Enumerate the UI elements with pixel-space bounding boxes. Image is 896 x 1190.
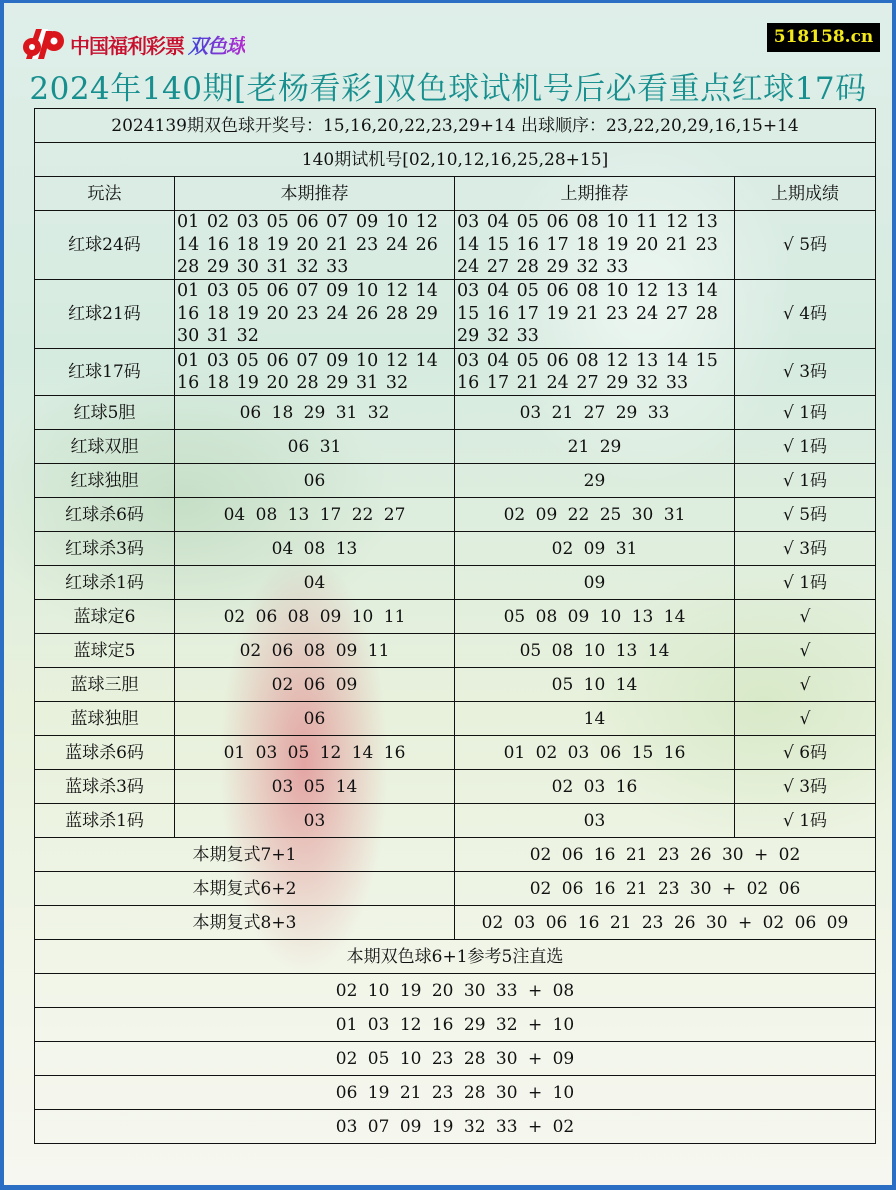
previous-numbers: 02 03 16 [455, 770, 735, 804]
col-header-previous: 上期推荐 [455, 177, 735, 211]
previous-result: √ 3码 [735, 532, 876, 566]
pick-row [35, 1110, 876, 1144]
draw-result-row [35, 109, 876, 143]
table-row [35, 804, 876, 838]
table-row [35, 566, 876, 600]
col-header-play: 玩法 [35, 177, 175, 211]
current-numbers: 02 06 08 09 10 11 [175, 600, 455, 634]
current-numbers: 04 08 13 [175, 532, 455, 566]
site-badge[interactable]: 518158.cn [767, 23, 880, 52]
previous-numbers: 02 09 31 [455, 532, 735, 566]
page-title: 2024年140期[老杨看彩]双色球试机号后必看重点红球17码 [29, 71, 867, 107]
previous-result: √ 5码 [735, 498, 876, 532]
lottery-logo [22, 27, 245, 61]
current-numbers: 04 08 13 17 22 27 [175, 498, 455, 532]
header-row [35, 177, 876, 211]
previous-result: √ 1码 [735, 464, 876, 498]
previous-numbers: 09 [455, 566, 735, 600]
table-row [35, 396, 876, 430]
previous-result: √ 5码 [735, 211, 876, 280]
current-numbers: 01 03 05 06 07 09 10 12 14 16 18 19 20 23 24 26 28 29 30 31 32 [175, 280, 455, 349]
compound-numbers: 02 06 16 21 23 26 30 + 02 [455, 838, 876, 872]
current-numbers: 01 03 05 12 14 16 [175, 736, 455, 770]
previous-numbers: 14 [455, 702, 735, 736]
previous-numbers: 03 04 05 06 08 10 11 12 13 14 15 16 17 18 19 20 21 23 24 27 28 29 32 33 [455, 211, 735, 280]
logo-product-text: 双色球 [188, 30, 245, 59]
previous-result: √ [735, 600, 876, 634]
compound-row [35, 838, 876, 872]
previous-result: √ [735, 702, 876, 736]
table-row [35, 430, 876, 464]
pick-numbers: 02 10 19 20 30 33 + 08 [35, 974, 876, 1008]
picks-title-row [35, 940, 876, 974]
play-type: 红球双胆 [35, 430, 175, 464]
current-numbers: 01 02 03 05 06 07 09 10 12 14 16 18 19 20 21 23 24 26 28 29 30 31 32 33 [175, 211, 455, 280]
table-row [35, 634, 876, 668]
compound-row [35, 906, 876, 940]
pick-row [35, 974, 876, 1008]
play-type: 蓝球杀1码 [35, 804, 175, 838]
play-type: 红球独胆 [35, 464, 175, 498]
previous-result: √ 1码 [735, 430, 876, 464]
play-type: 红球杀1码 [35, 566, 175, 600]
pick-numbers: 06 19 21 23 28 30 + 10 [35, 1076, 876, 1110]
previous-numbers: 03 04 05 06 08 12 13 14 15 16 17 21 24 27 29 32 33 [455, 349, 735, 396]
table-row [35, 349, 876, 396]
current-numbers: 02 06 08 09 11 [175, 634, 455, 668]
current-numbers: 01 03 05 06 07 09 10 12 14 16 18 19 20 28 29 31 32 [175, 349, 455, 396]
table-row [35, 770, 876, 804]
prediction-table [34, 108, 876, 1144]
current-numbers: 02 06 09 [175, 668, 455, 702]
current-numbers: 04 [175, 566, 455, 600]
pick-row [35, 1076, 876, 1110]
previous-numbers: 05 08 09 10 13 14 [455, 600, 735, 634]
current-numbers: 06 31 [175, 430, 455, 464]
play-type: 蓝球杀3码 [35, 770, 175, 804]
table-row [35, 280, 876, 349]
play-type: 红球杀3码 [35, 532, 175, 566]
compound-label: 本期复式7+1 [35, 838, 455, 872]
previous-numbers: 03 [455, 804, 735, 838]
previous-result: √ [735, 668, 876, 702]
compound-row [35, 872, 876, 906]
play-type: 红球5胆 [35, 396, 175, 430]
previous-result: √ 1码 [735, 804, 876, 838]
previous-result: √ 1码 [735, 566, 876, 600]
draw-result: 2024139期双色球开奖号：15,16,20,22,23,29+14 出球顺序：23,22,20,29,16,15+14 [35, 109, 876, 143]
previous-numbers: 01 02 03 06 15 16 [455, 736, 735, 770]
col-header-current: 本期推荐 [175, 177, 455, 211]
play-type: 蓝球定6 [35, 600, 175, 634]
play-type: 蓝球三胆 [35, 668, 175, 702]
previous-result: √ 3码 [735, 770, 876, 804]
table-row [35, 736, 876, 770]
picks-title: 本期双色球6+1参考5注直选 [35, 940, 876, 974]
previous-numbers: 03 21 27 29 33 [455, 396, 735, 430]
play-type: 红球24码 [35, 211, 175, 280]
table-row [35, 211, 876, 280]
previous-numbers: 05 08 10 13 14 [455, 634, 735, 668]
previous-numbers: 05 10 14 [455, 668, 735, 702]
play-type: 蓝球杀6码 [35, 736, 175, 770]
previous-result: √ 1码 [735, 396, 876, 430]
previous-numbers: 03 04 05 06 08 10 12 13 14 15 16 17 19 21 23 24 27 28 29 32 33 [455, 280, 735, 349]
table-row [35, 464, 876, 498]
previous-result: √ 6码 [735, 736, 876, 770]
compound-numbers: 02 06 16 21 23 30 + 02 06 [455, 872, 876, 906]
previous-result: √ 4码 [735, 280, 876, 349]
current-numbers: 06 18 29 31 32 [175, 396, 455, 430]
pick-numbers: 01 03 12 16 29 32 + 10 [35, 1008, 876, 1042]
previous-numbers: 02 09 22 25 30 31 [455, 498, 735, 532]
pick-numbers: 03 07 09 19 32 33 + 02 [35, 1110, 876, 1144]
previous-result: √ [735, 634, 876, 668]
logo-brand-text: 中国福利彩票 [70, 33, 184, 58]
play-type: 红球21码 [35, 280, 175, 349]
previous-numbers: 29 [455, 464, 735, 498]
col-header-result: 上期成绩 [735, 177, 876, 211]
pick-row [35, 1042, 876, 1076]
table-row [35, 532, 876, 566]
play-type: 红球17码 [35, 349, 175, 396]
table-row [35, 498, 876, 532]
previous-result: √ 3码 [735, 349, 876, 396]
play-type: 蓝球定5 [35, 634, 175, 668]
table-row [35, 668, 876, 702]
compound-label: 本期复式8+3 [35, 906, 455, 940]
current-numbers: 06 [175, 464, 455, 498]
pick-numbers: 02 05 10 23 28 30 + 09 [35, 1042, 876, 1076]
test-numbers: 140期试机号[02,10,12,16,25,28+15] [35, 143, 876, 177]
compound-numbers: 02 03 06 16 21 23 26 30 + 02 06 09 [455, 906, 876, 940]
cwl-logo-icon [22, 27, 66, 61]
play-type: 蓝球独胆 [35, 702, 175, 736]
test-number-row [35, 143, 876, 177]
current-numbers: 03 05 14 [175, 770, 455, 804]
table-row [35, 600, 876, 634]
play-type: 红球杀6码 [35, 498, 175, 532]
table-row [35, 702, 876, 736]
current-numbers: 06 [175, 702, 455, 736]
pick-row [35, 1008, 876, 1042]
current-numbers: 03 [175, 804, 455, 838]
compound-label: 本期复式6+2 [35, 872, 455, 906]
previous-numbers: 21 29 [455, 430, 735, 464]
